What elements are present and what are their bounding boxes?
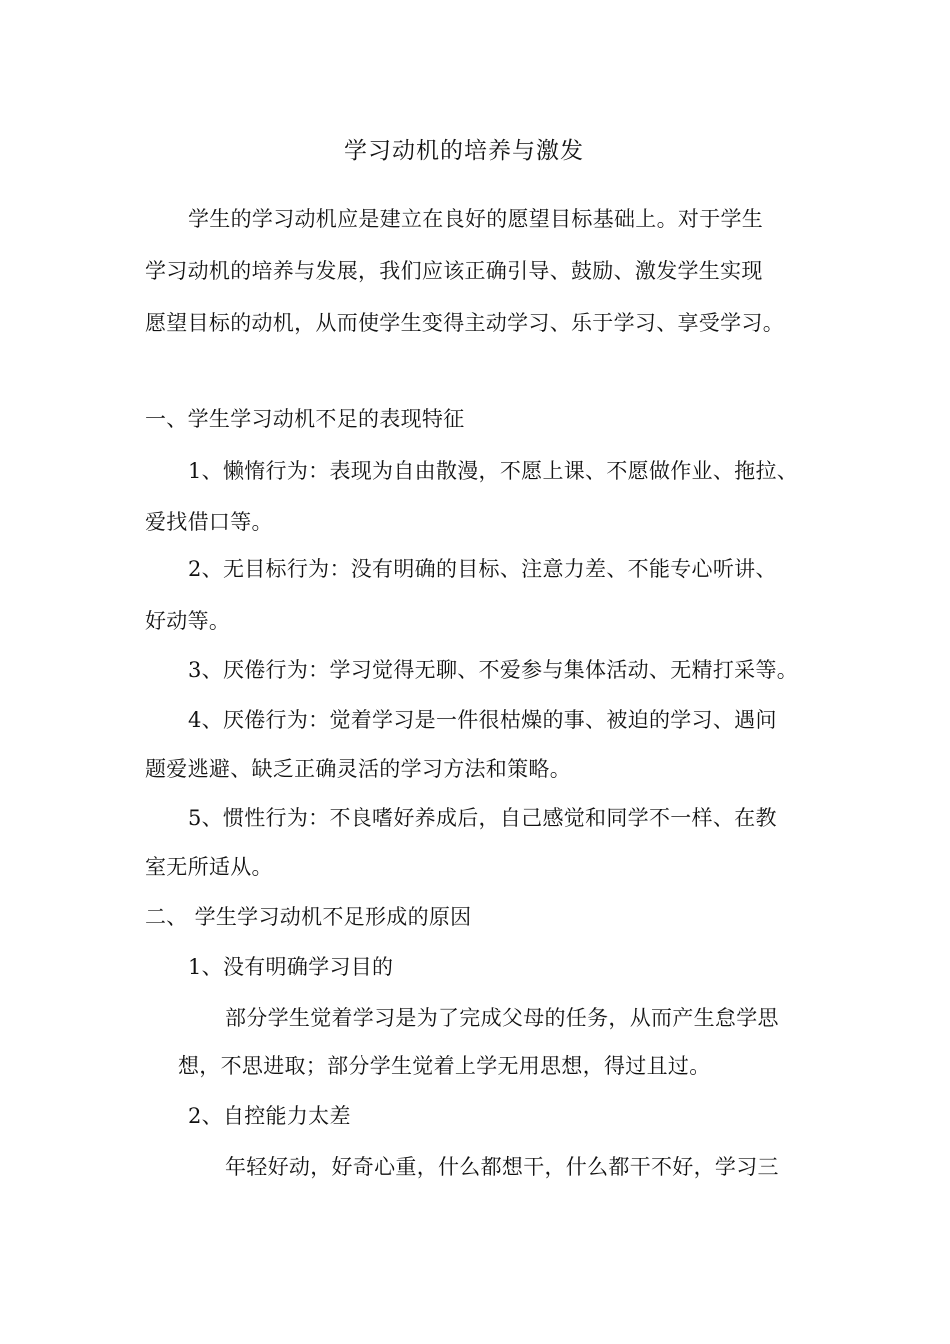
intro-line-2: 学习动机的培养与发展，我们应该正确引导、鼓励、激发学生实现	[145, 259, 763, 283]
item-5-line-1: 5、惯性行为：不良嗜好养成后，自己感觉和同学不一样、在教	[188, 806, 777, 830]
item-1-line-1: 1、懒惰行为：表现为自由散漫，不愿上课、不愿做作业、拖拉、	[188, 459, 799, 483]
item-5-line-2: 室无所适从。	[145, 855, 273, 879]
subsection-2-title: 2、自控能力太差	[188, 1104, 351, 1128]
item-1-line-2: 爱找借口等。	[145, 510, 273, 534]
subsection-1-body-line-2: 想，不思进取；部分学生觉着上学无用思想，得过且过。	[178, 1054, 711, 1078]
subsection-2-body-line-1: 年轻好动，好奇心重，什么都想干，什么都干不好，学习三	[225, 1155, 779, 1179]
section-1-heading: 一、学生学习动机不足的表现特征	[145, 407, 465, 431]
subsection-1-title: 1、没有明确学习目的	[188, 955, 394, 979]
section-2-heading: 二、 学生学习动机不足形成的原因	[145, 905, 472, 929]
item-2-line-2: 好动等。	[145, 609, 231, 633]
item-3-line-1: 3、厌倦行为：学习觉得无聊、不爱参与集体活动、无精打采等。	[188, 658, 799, 682]
intro-line-1: 学生的学习动机应是建立在良好的愿望目标基础上。对于学生	[188, 207, 764, 231]
item-4-line-2: 题爱逃避、缺乏正确灵活的学习方法和策略。	[145, 757, 571, 781]
subsection-1-body-line-1: 部分学生觉着学习是为了完成父母的任务，从而产生怠学思	[225, 1006, 779, 1030]
item-4-line-1: 4、厌倦行为：觉着学习是一件很枯燥的事、被迫的学习、遇问	[188, 708, 777, 732]
item-2-line-1: 2、无目标行为：没有明确的目标、注意力差、不能专心听讲、	[188, 557, 777, 581]
intro-line-3: 愿望目标的动机，从而使学生变得主动学习、乐于学习、享受学习。	[145, 311, 784, 335]
document-title: 学习动机的培养与激发	[344, 138, 584, 164]
